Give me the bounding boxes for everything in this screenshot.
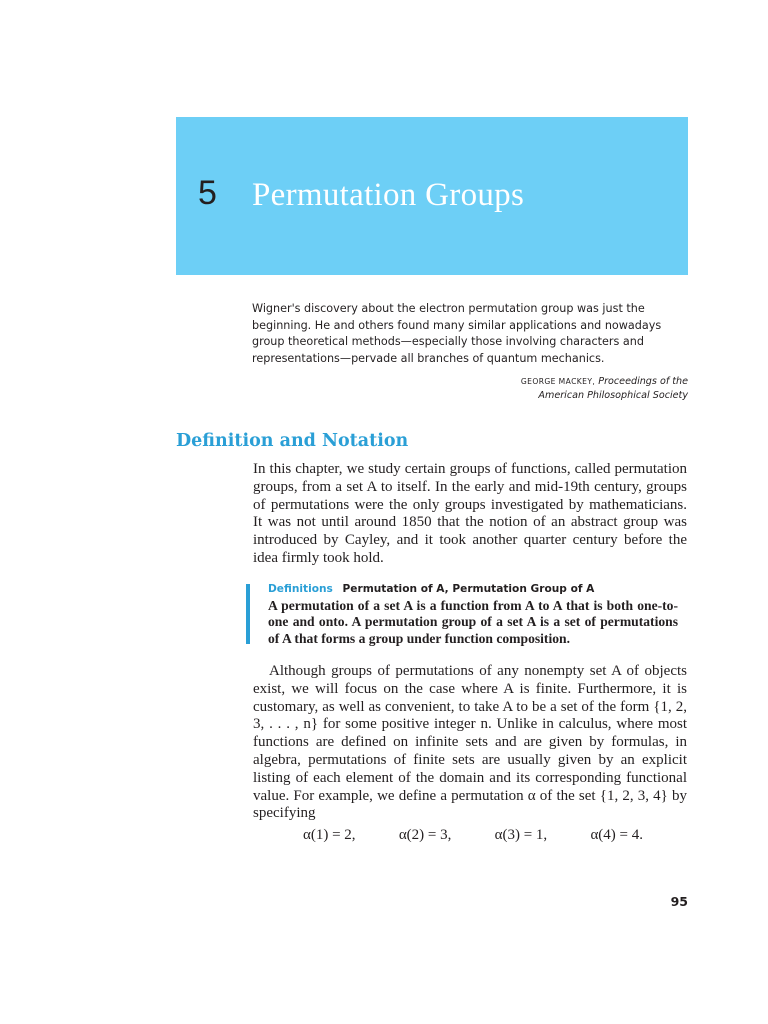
chapter-title: Permutation Groups: [252, 177, 525, 213]
epigraph-author: GEORGE MACKEY,: [520, 377, 596, 386]
epigraph-quote: [252, 301, 692, 367]
definition-header: [268, 582, 594, 596]
chapter-number: 5: [198, 174, 217, 212]
definition-title: Permutation of A, Permutation Group of A: [342, 583, 595, 595]
definition-text: A permutation of a set A is a function from A to A that is both one-to-one and onto. A permutation group of a set A is a set of permutations of A that forms a group under function composition.: [268, 598, 678, 646]
definition-body: [268, 598, 678, 647]
formula-term: α(1) = 2,: [303, 827, 356, 843]
continuation-paragraph: [253, 663, 687, 823]
chapter-banner: [176, 117, 688, 275]
formula-term: α(2) = 3,: [398, 827, 452, 843]
attribution-line-1: [420, 375, 688, 389]
definition-rule: [246, 584, 250, 644]
continuation-text: Although groups of permutations of any nonempty set A of objects exist, we will focus on the case where A is finite. Furthermore, it is customary, as well as convenient, to take A to be a set of the form {1, 2, 3, . . . , n} for some positive integer n. Unlike in calculus, where most functions are defined on infinite sets and are given by formulas, in algebra, permutations of finite sets are usually given by an explicit listing of each element of the domain and its corresponding functional value. For example, we define a permutation α of the set {1, 2, 3, 4} by specifying: [253, 663, 687, 822]
section-heading: Definition and Notation: [176, 431, 409, 451]
formula-term: α(3) = 1,: [494, 827, 548, 843]
permutation-formula: [303, 826, 643, 844]
formula-term: α(4) = 4.: [590, 827, 643, 843]
epigraph-text: Wigner's discovery about the electron permutation group was just the beginning. He and others found many similar applications and nowadays group theoretical methods—especially those involving characters and representations—pervade all branches of quantum mechanics.: [252, 302, 662, 365]
epigraph-source-2: American Philosophical Society: [538, 390, 688, 401]
intro-text: In this chapter, we study certain groups of functions, called permutation groups, from a set A to itself. In the early and mid-19th century, groups of permutations were the only groups investigated by mathematicians. It was not until around 1850 that the notion of an abstract group was introduced by Cayley, and it took another quarter century before the idea firmly took hold.: [253, 461, 687, 566]
definition-box: [246, 582, 686, 646]
epigraph-source-1: Proceedings of the: [598, 376, 688, 387]
page-number: 95: [670, 894, 688, 909]
definition-label: Definitions: [268, 583, 333, 595]
intro-paragraph: [253, 461, 687, 568]
epigraph-attribution: [420, 375, 688, 403]
